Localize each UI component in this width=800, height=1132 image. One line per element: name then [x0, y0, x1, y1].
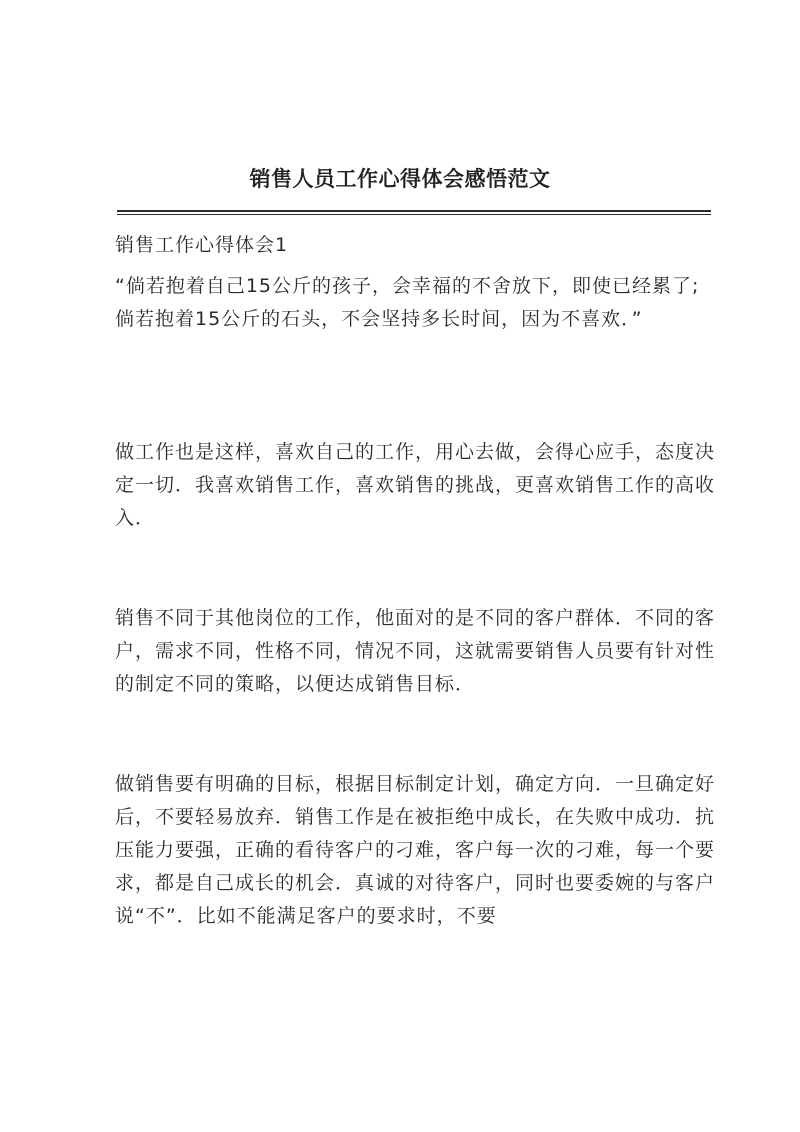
paragraph-2: 做工作也是这样，喜欢自己的工作，用心去做，会得心应手，态度决定一切．我喜欢销售工作，喜欢销售的挑战，更喜欢销售工作的高收入． [115, 441, 716, 529]
title-divider-thick [117, 210, 711, 212]
title-divider-thin [117, 214, 711, 215]
paragraph-4: 做销售要有明确的目标，根据目标制定计划，确定方向．一旦确定好后，不要轻易放弃．销售工作是在被拒绝中成长，在失败中成功．抗压能力要强，正确的看待客户的刁难，客户每一次的刁难，每一个要求，都是自己成长的机会．真诚的对待客户，同时也要委婉的与客户说“不”．比如不能满足客户的要求时，不要 [115, 773, 716, 927]
paragraph-3: 销售不同于其他岗位的工作，他面对的是不同的客户群体．不同的客户，需求不同，性格不同，情况不同，这就需要销售人员要有针对性的制定不同的策略，以便达成销售目标． [115, 607, 716, 695]
paragraph-1: “倘若抱着自己15公斤的孩子，会幸福的不舍放下，即使已经累了;倘若抱着15公斤的石头，不会坚持多长时间，因为不喜欢．” [115, 275, 700, 330]
document-title: 销售人员工作心得体会感悟范文 [249, 166, 551, 191]
section-heading: 销售工作心得体会1 [115, 234, 289, 256]
